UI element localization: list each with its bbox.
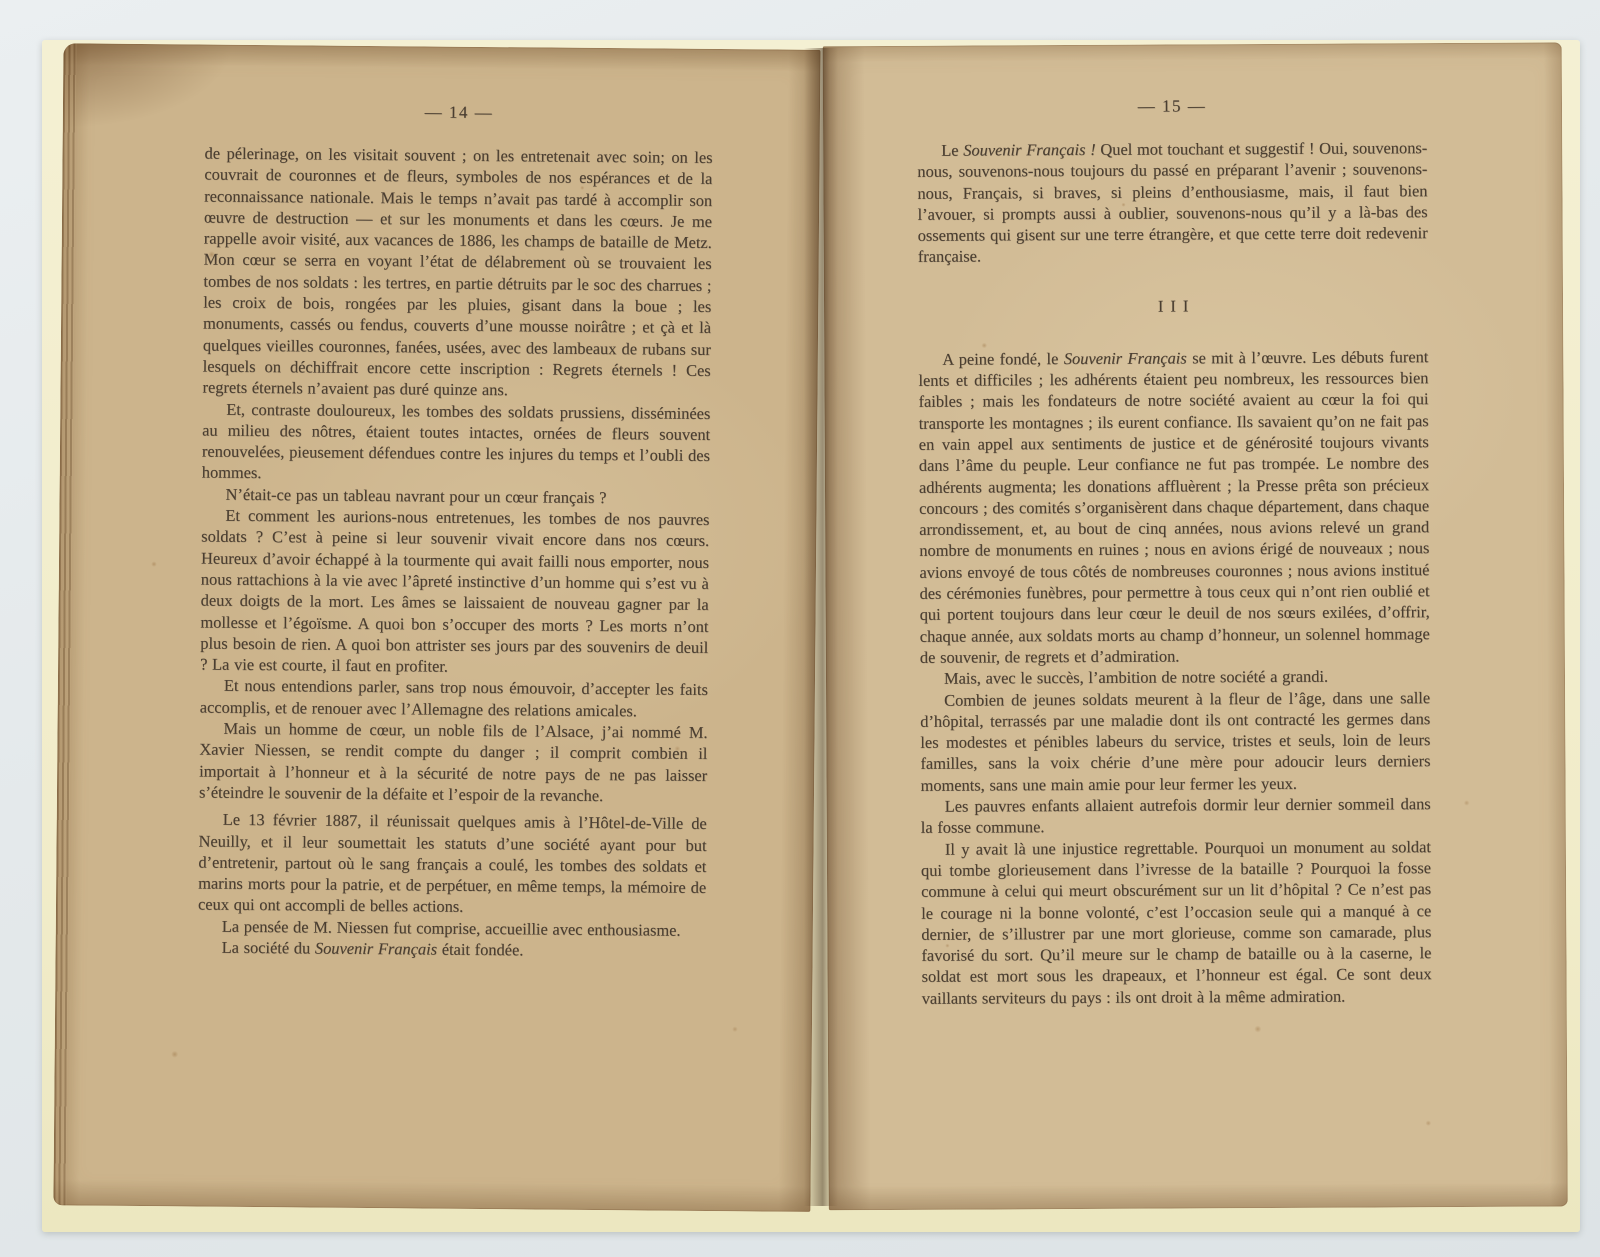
paragraph: N’était-ce pas un tableau navrant pour un cœur français ? — [225, 484, 607, 507]
paragraph: Le Souvenir Français ! Quel mot touchant et suggestif ! Oui, souvenons-nous, souvenons-nous toujours du passé en préparant l’avenir ; souvenons-nous, Français, si braves, si pleins d’enthousiasme, mais, il faut bien l’avouer, si prompts aussi à oublier, souvenons-nous qu’il y a là-bas des ossements qui gisent sur une terre étrangère, et que cette terre doit redevenir française. — [917, 138, 1428, 267]
paragraph: Et comment les aurions-nous entretenues, les tombes de nos pauvres soldats ? C’est à peine si leur souvenir vivait encore dans nos cœurs. Heureux d’avoir échappé à la tourmente qui avait failli nous emporter, nous nous rattachions à la vie avec l’âpreté instinctive d’un homme qui s’est vu à deux doigts de la mort. Les âmes se laissaient de nouveau gagner par la mollesse et l’égoïsme. A quoi bon s’occuper des morts ? Les morts n’ont plus besoin de rien. A quoi bon attrister ses jours par des souvenirs de deuil ? La vie est courte, il faut en profiter. — [200, 505, 710, 676]
paragraph: Les pauvres enfants allaient autrefois dormir leur dernier sommeil dans la fosse commune. — [920, 794, 1431, 838]
paragraph: Combien de jeunes soldats meurent à la fleur de l’âge, dans une salle d’hôpital, terrassés par une maladie dont ils ont contracté les germes dans les modestes et pénibles labeurs du service, tristes et seuls, loin de leurs familles, sans la voix chérie d’une mère pour adoucir leurs derniers moments, sans une main amie pour leur fermer les yeux. — [920, 687, 1431, 795]
paragraph: Mais un homme de cœur, un noble fils de l’Alsace, j’ai nommé M. Xavier Niessen, se rendit compte du danger ; il comprit combien il importait à l’honneur et à la sécurité de notre pays de ne pas laisser s’éteindre le souvenir de la défaite et l’espoir de la revanche. — [198, 718, 708, 805]
page-14 — [53, 43, 820, 1212]
page-15 — [823, 42, 1568, 1210]
paragraph: Et, contraste douloureux, les tombes des soldats prussiens, disséminées au milieu des nôtres, étaient toutes intactes, ornées de fleurs souvent renouvelées, pieusement défendues contre les injures du temps et l’oubli des hommes. — [201, 399, 711, 483]
section-heading: III — [1157, 296, 1196, 316]
paragraph: La société du Souvenir Français était fondée. — [221, 937, 524, 960]
page-15-text-column — [917, 95, 1432, 1009]
page-14-text-column — [198, 101, 713, 963]
paragraph: Le 13 février 1887, il réunissait quelques amis à l’Hôtel-de-Ville de Neuilly, et il leur soumettait les statuts d’une société ayant pour but d’entretenir, partout où le sang français a coulé, les tombes des soldats et marins morts pour la patrie, et de perpétuer, en même temps, la mémoire de ceux qui ont accompli de belles actions. — [197, 809, 707, 917]
paragraph: de pélerinage, on les visitait souvent ; on les entretenait avec soin; on les couvrait de couronnes et de fleurs, symboles de nos espérances et de la reconnaissance nationale. Mais le temps n’avait pas tardé à accomplir son œuvre de destruction — et sur les monuments et dans les cœurs. Je me rappelle avoir visité, aux vacances de 1886, les champs de bataille de Metz. Mon cœur se serra en voyant l’état de délabrement où se trouvaient les tombes de nos soldats : les tertres, en partie détruits par le soc des charrues ; les croix de bois, rongées par les pluies, gisant dans la boue ; les monuments, cassés ou fendus, couverts d’une mousse noirâtre ; et çà et là quelques vieilles couronnes, fanées, usées, avec des lambeaux de rubans sur lesquels on déchiffrait encore cette inscription : Regrets éternels ! Ces regrets éternels n’avaient pas duré quinze ans. — [202, 143, 713, 400]
paragraph: La pensée de M. Niessen fut comprise, accueillie avec enthousiasme. — [221, 916, 681, 940]
page-14-number: — 14 — — [424, 102, 494, 123]
paragraph: Il y avait là une injustice regrettable. Pourquoi un monument au soldat qui tombe glorieusement dans l’ivresse de la bataille ? Pourquoi la fosse commune à celui qui meurt obscurément sur un lit d’hôpital ? Ce n’est pas le courage ni la bonne volonté, c’est l’occasion seule qui a manqué à ce dernier, de s’illustrer par une mort glorieuse, comme son camarade, plus favorisé du sort. Qu’il meure sur le champ de bataille ou à la caserne, le soldat est mort sous les drapeaux, et l’honneur est égal. Ce sont deux vaillants serviteurs du pays : ils ont droit à la même admiration. — [920, 836, 1432, 1008]
paragraph: A peine fondé, le Souvenir Français se mit à l’œuvre. Les débuts furent lents et difficiles ; les adhérents étaient peu nombreux, les ressources bien faibles ; mais les fondateurs de notre société avaient au cœur la foi qui transporte les montagnes ; ils eurent confiance. Ils savaient qu’on ne fait pas en vain appel aux sentiments de justice et de générosité toujours vivants dans l’âme du peuple. Leur confiance ne fut pas trompée. Le nombre des adhérents augmenta; les donations affluèrent ; la Presse prêta son précieux concours ; des comités s’organisèrent dans chaque département, dans chaque arrondissement, et, au bout de cinq années, nous avions relevé un grand nombre de monuments en ruines ; nous en avions érigé de nouveaux ; nous avions envoyé de tous côtés de nombreuses couronnes ; nous avions institué des cérémonies funèbres, pour permettre à tous ceux qui n’ont rien oublié et qui portent toujours dans leur cœur le deuil de nos sœurs exilées, d’offrir, chaque année, aux soldats morts au champ d’honneur, un solennel hommage de souvenir, de regrets et d’admiration. — [918, 346, 1430, 667]
paragraph: Et nous entendions parler, sans trop nous émouvoir, d’accepter les faits accomplis, et de renouer avec l’Allemagne des relations amicales. — [199, 676, 708, 721]
page-15-body — [917, 137, 1432, 1009]
paragraph: Mais, avec le succès, l’ambition de notre société a grandi. — [943, 666, 1329, 688]
page-14-body — [198, 143, 713, 963]
page-15-number: — 15 — — [1137, 96, 1207, 116]
